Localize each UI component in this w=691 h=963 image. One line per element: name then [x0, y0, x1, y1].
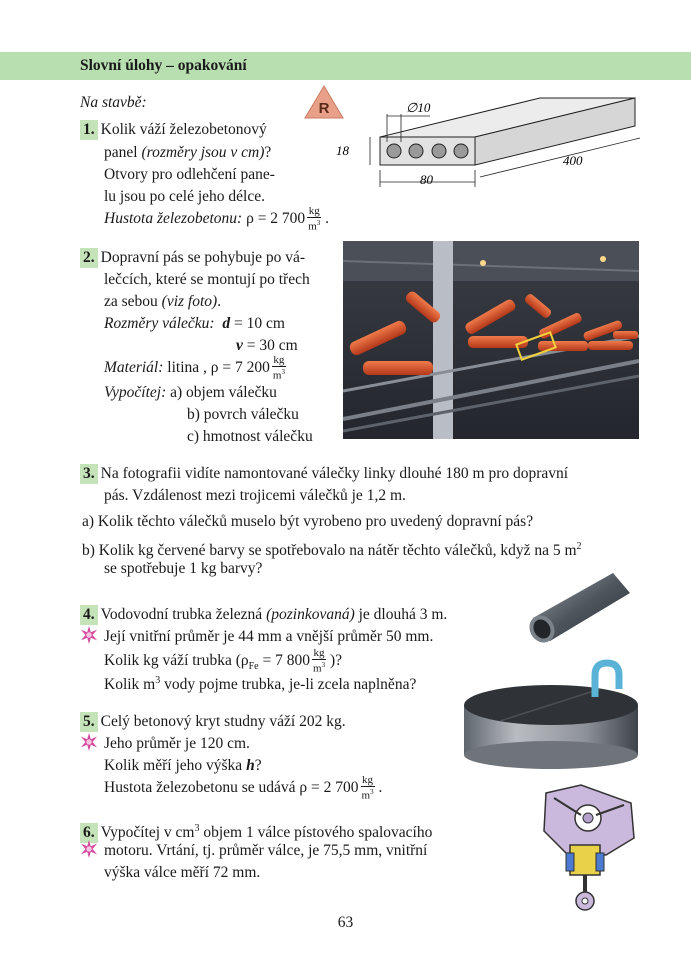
task-1-line-4: lu jsou po celé jeho délce.	[104, 188, 265, 205]
well-cover-image	[460, 655, 642, 770]
task-2-line-7: Vypočítej: a) objem válečku	[104, 384, 277, 401]
task-5-line-1: 5. Celý betonový kryt studny váží 202 kg.	[80, 711, 346, 733]
task-5-line-3: Kolik měří jeho výška h?	[104, 757, 262, 774]
task-2-number: 2.	[80, 248, 98, 268]
concrete-panel-diagram	[330, 92, 665, 192]
task-1-number: 1.	[80, 120, 98, 140]
diagram-length-label: 400	[563, 153, 583, 168]
task-3-question-b: b) Kolik kg červené barvy se spotřebovalo na nátěr těchto válečků, když na 5 $m^2$	[82, 541, 582, 560]
task-3-line-1: 3. Na fotografii vidíte namontované válečky linky dlouhé 180 m pro dopravní	[80, 463, 568, 485]
density-fraction: $\frac{kg}{m^3}$	[361, 774, 374, 802]
task-2-line-2: lečcích, které se montují po třech	[104, 271, 310, 288]
page-number: 63	[337, 914, 354, 931]
density-fraction: $\frac{kg}{m^3}$	[308, 205, 321, 233]
task-2-line-3: za sebou (viz foto).	[104, 293, 222, 310]
task-1-line-3: Otvory pro odlehčení pane-	[104, 166, 275, 183]
task-1-line-2: panel (rozměry jsou v cm)?	[104, 144, 272, 161]
task-5-line-4: Hustota železobetonu se udává ρ = 2 700 $\frac{kg}{m^3}$ .	[104, 774, 383, 802]
density-fraction: $\frac{kg}{m^3}$	[272, 354, 285, 382]
advanced-task-star-icon	[80, 733, 98, 751]
task-6-number: 6.	[80, 823, 98, 843]
badge-letter: R	[318, 100, 330, 117]
task-4-number: 4.	[80, 605, 98, 625]
task-2-line-4: Rozměry válečku: d = 10 cm	[104, 315, 285, 332]
task-3-number: 3.	[80, 464, 98, 484]
task-2-line-5: v = 30 cm	[236, 337, 298, 354]
task-1-line-1: 1. Kolik váží železobetonový	[80, 119, 267, 141]
task-4-line-1: 4. Vodovodní trubka železná (pozinkovaná) je dlouhá 3 m.	[80, 604, 447, 626]
task-2-line-6: Materiál: litina , ρ = 7 200 $\frac{kg}{m^3}$	[104, 354, 285, 382]
task-1-line-5: Hustota železobetonu: ρ = 2 700 $\frac{kg}{m^3}$ .	[104, 205, 329, 233]
diagram-width-label: 80	[420, 172, 433, 187]
task-6-line-3: výška válce měří 72 mm.	[104, 864, 261, 881]
engine-piston-diagram	[536, 783, 641, 918]
density-fraction: $\frac{kg}{m^3}$	[313, 647, 326, 675]
task-5-line-2: Jeho průměr je 120 cm.	[104, 735, 250, 752]
task-3-question-b-cont: se spotřebuje 1 kg barvy?	[104, 560, 263, 577]
task-4-line-2: Její vnitřní průměr je 44 mm a vnější průměr 50 mm.	[104, 628, 434, 645]
task-5-number: 5.	[80, 712, 98, 732]
conveyor-rollers-photo	[343, 241, 639, 439]
task-2-line-1: 2. Dopravní pás se pohybuje po vá-	[80, 247, 305, 269]
task-6-line-2: motoru. Vrtání, tj. průměr válce, je 75,5 mm, vnitřní	[104, 842, 428, 859]
task-2-line-8: b) povrch válečku	[187, 406, 299, 423]
advanced-task-star-icon	[80, 626, 98, 644]
task-2-line-9: c) hmotnost válečku	[187, 428, 313, 445]
task-6-line-1: 6. Vypočítej v $cm^3$ objem 1 válce pístového spalovacího	[80, 818, 432, 844]
task-3-question-a: a) Kolik těchto válečků muselo být vyrobeno pro uvedený dopravní pás?	[82, 513, 534, 530]
page-title: Slovní úlohy – opakování	[80, 57, 247, 74]
task-4-line-4: Kolik $m^3$ vody pojme trubka, je-li zcela naplněna?	[104, 675, 417, 694]
diagram-height-label: 18	[336, 143, 349, 158]
section-title: Na stavbě:	[80, 94, 147, 111]
steel-pipe-image	[528, 563, 633, 653]
task-3-line-2: pás. Vzdálenost mezi trojicemi válečků je 1,2 m.	[104, 487, 406, 504]
task-4-line-3: Kolik kg váží trubka ($\rho_{Fe} = 7$ 800 $\frac{kg}{m^3}$ )?	[104, 647, 342, 675]
advanced-task-star-icon	[80, 840, 98, 858]
diagram-hole-label: ∅10	[406, 100, 431, 115]
